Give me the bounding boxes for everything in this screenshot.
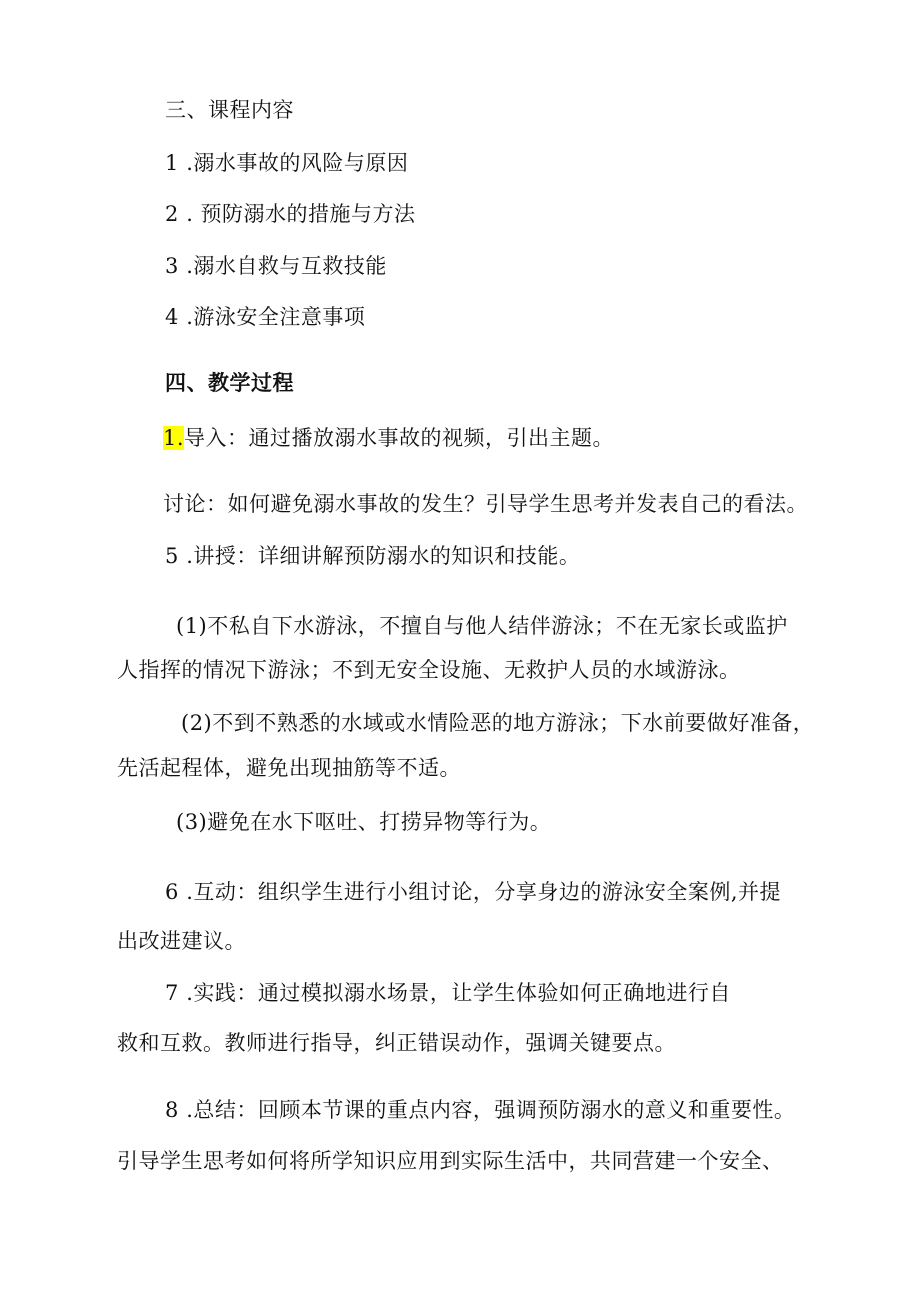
- list-item-number: 5: [165, 544, 179, 568]
- list-item-course-4: [165, 302, 365, 332]
- point-2-line-2: 先活起程体，避免出现抽筋等不适。: [117, 756, 461, 780]
- list-item-course-1: [165, 148, 408, 178]
- paragraph-interact-line-2: 出改进建议。: [117, 929, 246, 953]
- highlighted-number: 1.: [163, 426, 185, 450]
- list-item-number: 6: [165, 880, 179, 904]
- point-1-line-1: (1)不私自下水游泳，不擅自与他人结伴游泳；不在无家长或监护: [176, 614, 788, 638]
- list-item-text: .溺水事故的风险与原因: [186, 151, 409, 175]
- paragraph-practice-line-2: 救和互救。教师进行指导，纠正错误动作，强调关键要点。: [117, 1031, 676, 1055]
- paragraph-text: .互动：组织学生进行小组讨论，分享身边的游泳安全案例,并提: [186, 880, 782, 904]
- list-item-course-3: [165, 251, 387, 281]
- paragraph-interact-line-1: [165, 877, 781, 907]
- section-heading-course-content: 三、课程内容: [165, 98, 294, 122]
- paragraph-teach: [165, 541, 580, 571]
- paragraph-summary-line-1: [165, 1095, 795, 1125]
- list-item-course-2: [165, 199, 416, 229]
- paragraph-text: .总结：回顾本节课的重点内容，强调预防溺水的意义和重要性。: [186, 1098, 796, 1122]
- point-1-line-2: 人指挥的情况下游泳；不到无安全设施、无救护人员的水域游泳。: [117, 658, 741, 682]
- section-heading-teaching-process: 四、教学过程: [165, 370, 294, 395]
- list-item-number: 8: [165, 1098, 179, 1122]
- point-2-line-1: (2)不到不熟悉的水域或水情险恶的地方游泳；下水前要做好准备，: [181, 711, 815, 735]
- list-item-text: .溺水自救与互救技能: [186, 254, 387, 278]
- point-3: (3)避免在水下呕吐、打捞异物等行为。: [176, 810, 552, 834]
- paragraph-summary-line-2: 引导学生思考如何将所学知识应用到实际生活中，共同营建一个安全、: [117, 1149, 784, 1173]
- paragraph-intro: [163, 423, 614, 453]
- list-item-text: . 预防溺水的措施与方法: [186, 202, 416, 226]
- list-item-number: 4: [165, 305, 179, 329]
- paragraph-practice-line-1: [165, 978, 731, 1008]
- paragraph-text: .讲授：详细讲解预防溺水的知识和技能。: [186, 544, 581, 568]
- paragraph-discussion: 讨论：如何避免溺水事故的发生？引导学生思考并发表自己的看法。: [163, 492, 808, 516]
- list-item-number: 2: [165, 202, 179, 226]
- list-item-number: 1: [165, 151, 179, 175]
- paragraph-text: 导入：通过播放溺水事故的视频，引出主题。: [184, 426, 615, 450]
- list-item-number: 7: [165, 981, 179, 1005]
- list-item-number: 3: [165, 254, 179, 278]
- list-item-text: .游泳安全注意事项: [186, 305, 366, 329]
- paragraph-text: .实践：通过模拟溺水场景，让学生体验如何正确地进行自: [186, 981, 731, 1005]
